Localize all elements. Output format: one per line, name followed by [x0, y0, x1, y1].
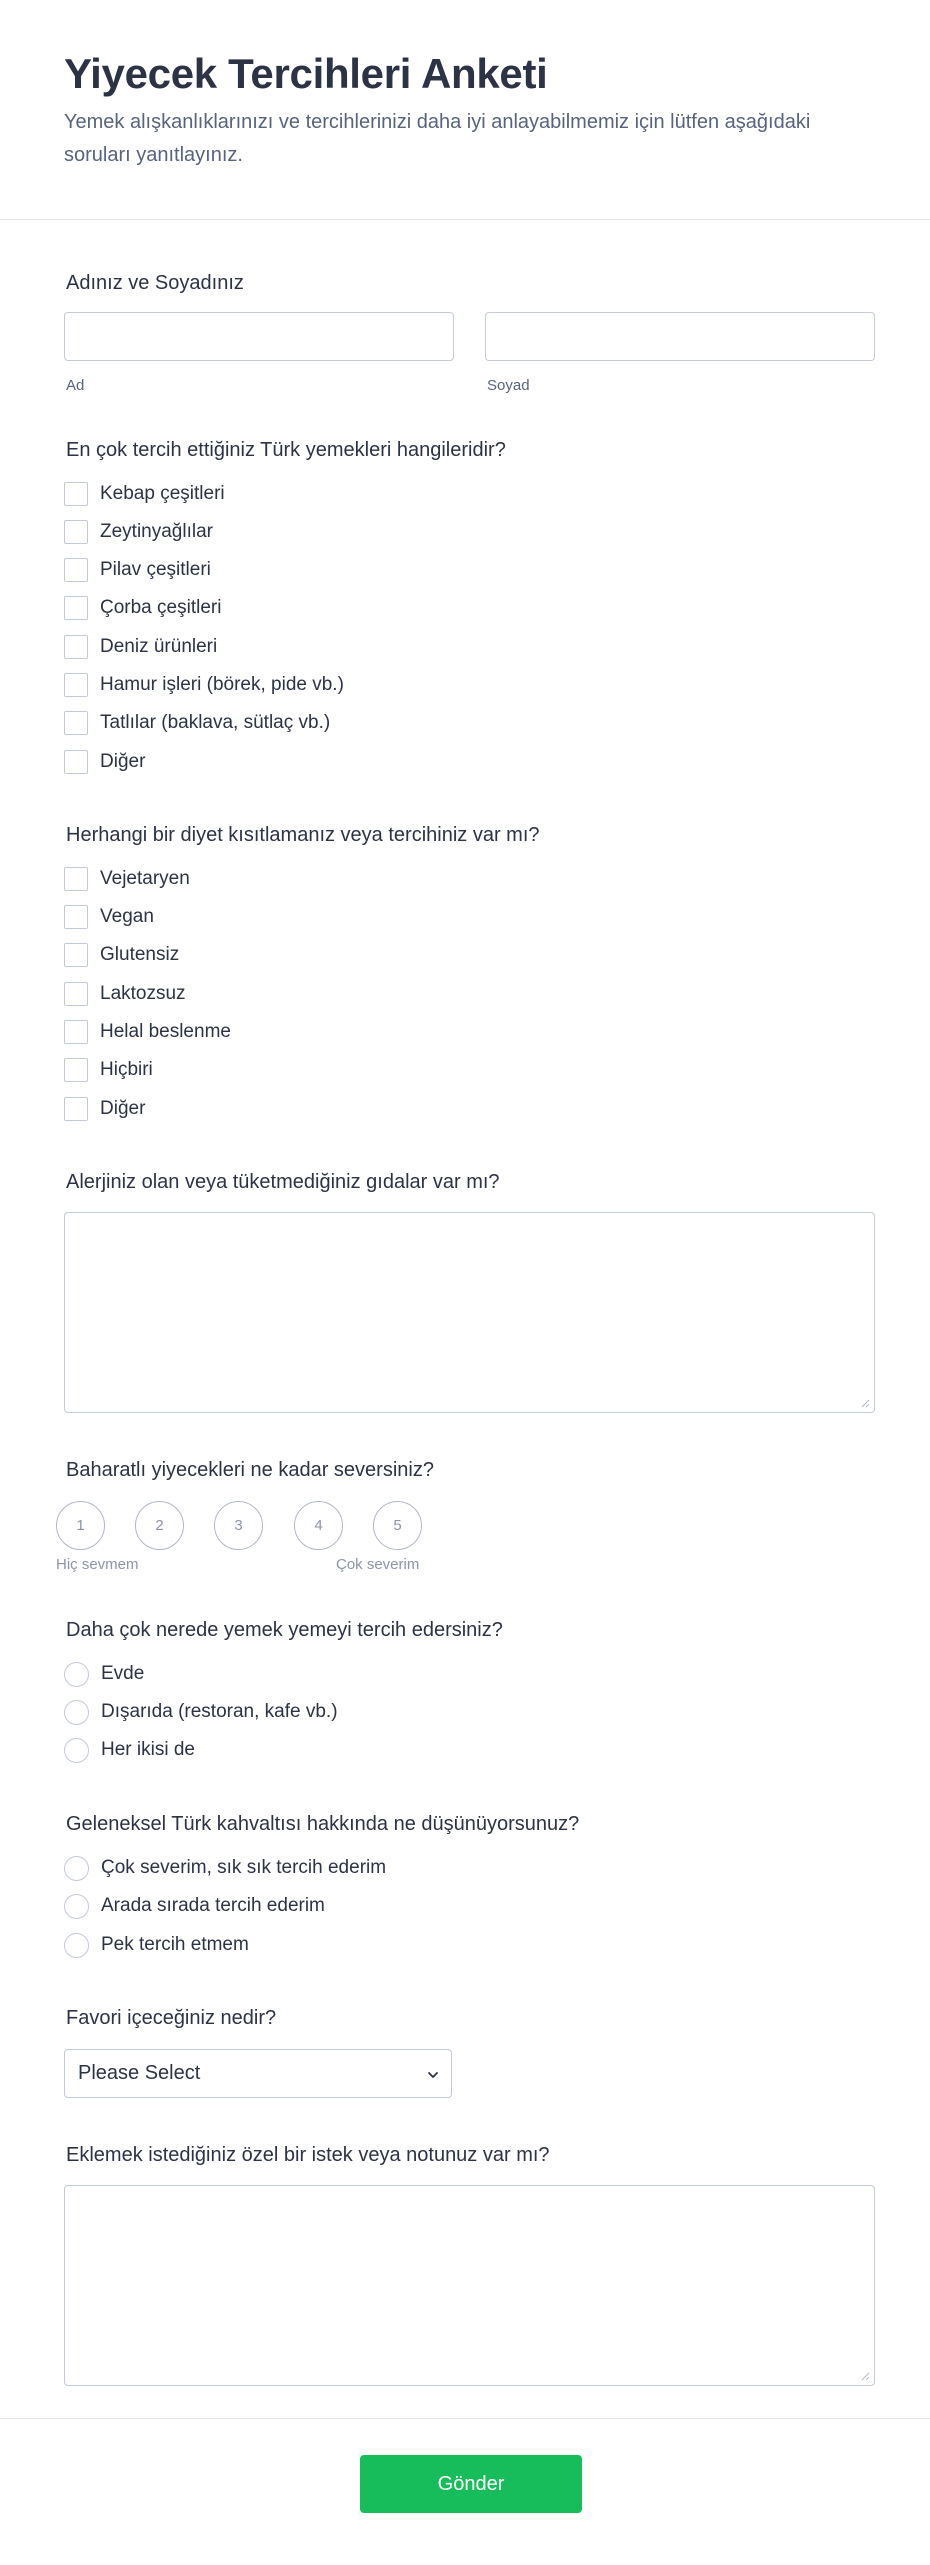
checkbox[interactable]: [64, 905, 88, 929]
diet-option-hicbiri[interactable]: [64, 1057, 153, 1083]
option-label: Arada sırada tercih ederim: [101, 1895, 325, 1916]
option-label: Diğer: [100, 1098, 146, 1119]
radio-button[interactable]: [64, 1662, 89, 1687]
dish-option-pilav[interactable]: [64, 557, 211, 583]
resize-grip-icon[interactable]: [861, 1399, 870, 1408]
eat-place-option-her-ikisi[interactable]: [64, 1737, 195, 1763]
checkbox[interactable]: [64, 558, 88, 582]
option-label: Hamur işleri (börek, pide vb.): [100, 674, 344, 695]
form-header: [0, 0, 930, 220]
option-label: Her ikisi de: [101, 1739, 195, 1760]
checkbox[interactable]: [64, 867, 88, 891]
dish-option-corba[interactable]: [64, 595, 221, 621]
checkbox[interactable]: [64, 673, 88, 697]
spicy-label: Baharatlı yiyecekleri ne kadar seversiniz?: [66, 1459, 434, 1481]
option-label: Laktozsuz: [100, 983, 186, 1004]
option-label: Hiçbiri: [100, 1059, 153, 1080]
dish-option-hamur[interactable]: [64, 672, 344, 698]
dish-option-zeytinyagli[interactable]: [64, 519, 213, 545]
scale-max-caption: Çok severim: [336, 1556, 420, 1573]
dishes-label: En çok tercih ettiğiniz Türk yemekleri hangileridir?: [66, 439, 506, 461]
scale-min-caption: Hiç sevmem: [56, 1556, 139, 1573]
checkbox[interactable]: [64, 635, 88, 659]
checkbox[interactable]: [64, 596, 88, 620]
scale-option-3[interactable]: 3: [214, 1501, 263, 1550]
name-label: Adınız ve Soyadınız: [66, 272, 244, 294]
drink-select[interactable]: [64, 2049, 452, 2098]
diet-option-laktozsuz[interactable]: [64, 981, 186, 1007]
allergy-textarea[interactable]: [64, 1212, 875, 1413]
checkbox[interactable]: [64, 1097, 88, 1121]
dish-option-diger[interactable]: [64, 749, 145, 775]
drink-label: Favori içeceğiniz nedir?: [66, 2007, 277, 2029]
option-label: Çok severim, sık sık tercih ederim: [101, 1857, 387, 1878]
diet-option-glutensiz[interactable]: [64, 942, 179, 968]
footer-divider: [0, 2418, 930, 2419]
checkbox[interactable]: [64, 711, 88, 735]
dish-option-deniz[interactable]: [64, 634, 217, 660]
allergy-label: Alerjiniz olan veya tüketmediğiniz gıdalar var mı?: [66, 1171, 500, 1193]
diet-option-diger[interactable]: [64, 1096, 145, 1122]
checkbox[interactable]: [64, 943, 88, 967]
submit-button[interactable]: Gönder: [360, 2455, 582, 2513]
form-subtitle: Yemek alışkanlıklarınızı ve tercihlerinizi daha iyi anlayabilmemiz için lütfen aşağıdaki soruları yanıtlayınız.: [64, 111, 811, 166]
option-label: Vejetaryen: [100, 868, 190, 889]
diet-option-vejetaryen[interactable]: [64, 866, 190, 892]
resize-grip-icon[interactable]: [861, 2372, 870, 2381]
option-label: Glutensiz: [100, 944, 180, 965]
notes-textarea[interactable]: [64, 2185, 875, 2386]
option-label: Tatlılar (baklava, sütlaç vb.): [100, 712, 331, 733]
notes-label: Eklemek istediğiniz özel bir istek veya notunuz var mı?: [66, 2144, 550, 2166]
option-label: Deniz ürünleri: [100, 636, 218, 657]
checkbox[interactable]: [64, 1020, 88, 1044]
dish-option-kebap[interactable]: [64, 481, 225, 507]
radio-button[interactable]: [64, 1700, 89, 1725]
eat-place-option-disarida[interactable]: [64, 1699, 338, 1725]
breakfast-option-cok[interactable]: [64, 1855, 386, 1881]
diet-label: Herhangi bir diyet kısıtlamanız veya tercihiniz var mı?: [66, 824, 540, 846]
scale-option-2[interactable]: 2: [135, 1501, 184, 1550]
option-label: Pek tercih etmem: [101, 1934, 249, 1955]
option-label: Vegan: [100, 906, 154, 927]
scale-option-4[interactable]: 4: [294, 1501, 343, 1550]
eat-place-label: Daha çok nerede yemek yemeyi tercih edersiniz?: [66, 1619, 503, 1641]
breakfast-option-pek[interactable]: [64, 1932, 249, 1958]
dish-option-tatli[interactable]: [64, 710, 330, 736]
radio-button[interactable]: [64, 1856, 89, 1881]
checkbox[interactable]: [64, 750, 88, 774]
first-name-input[interactable]: [64, 312, 454, 361]
option-label: Zeytinyağlılar: [100, 521, 213, 542]
radio-button[interactable]: [64, 1894, 89, 1919]
checkbox[interactable]: [64, 1058, 88, 1082]
option-label: Helal beslenme: [100, 1021, 231, 1042]
option-label: Dışarıda (restoran, kafe vb.): [101, 1701, 338, 1722]
checkbox[interactable]: [64, 520, 88, 544]
scale-option-5[interactable]: 5: [373, 1501, 422, 1550]
option-label: Çorba çeşitleri: [100, 597, 222, 618]
checkbox[interactable]: [64, 482, 88, 506]
diet-option-helal[interactable]: [64, 1019, 231, 1045]
eat-place-option-evde[interactable]: [64, 1661, 144, 1687]
checkbox[interactable]: [64, 982, 88, 1006]
drink-selected-value: Please Select: [78, 2062, 201, 2084]
option-label: Kebap çeşitleri: [100, 483, 225, 504]
last-name-sublabel: Soyad: [487, 377, 530, 394]
breakfast-label: Geleneksel Türk kahvaltısı hakkında ne düşünüyorsunuz?: [66, 1813, 580, 1835]
option-label: Evde: [101, 1663, 145, 1684]
first-name-sublabel: Ad: [66, 377, 85, 394]
radio-button[interactable]: [64, 1933, 89, 1958]
option-label: Pilav çeşitleri: [100, 559, 211, 580]
form-title: Yiyecek Tercihleri Anketi: [64, 50, 548, 97]
radio-button[interactable]: [64, 1738, 89, 1763]
breakfast-option-arada[interactable]: [64, 1893, 325, 1919]
scale-option-1[interactable]: 1: [56, 1501, 105, 1550]
option-label: Diğer: [100, 751, 146, 772]
diet-option-vegan[interactable]: [64, 904, 154, 930]
last-name-input[interactable]: [485, 312, 875, 361]
chevron-down-icon: [425, 2067, 441, 2083]
